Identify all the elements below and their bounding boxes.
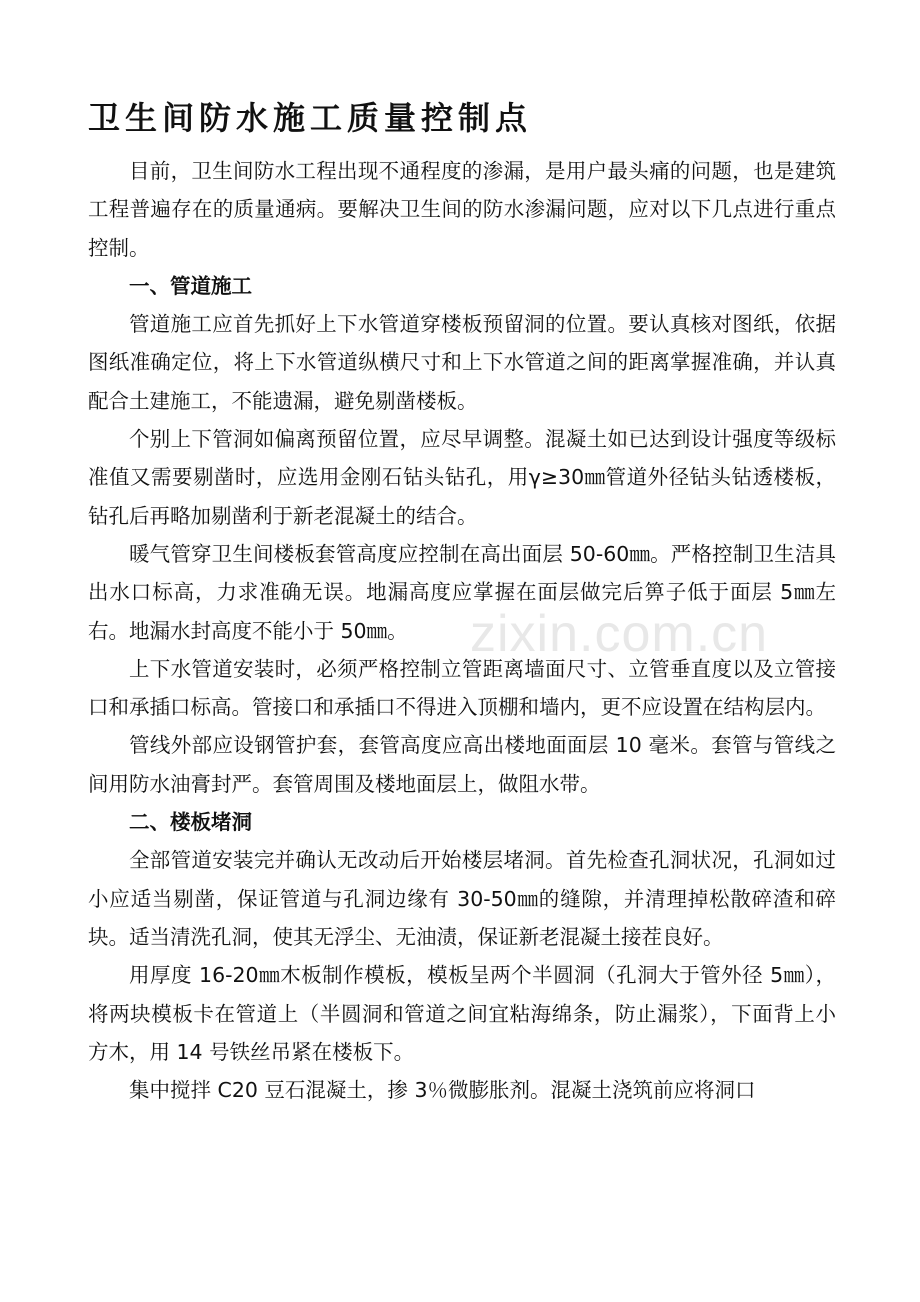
document-title: 卫生间防水施工质量控制点 <box>88 99 533 137</box>
body-paragraph: 个别上下管洞如偏离预留位置，应尽早调整。混凝土如已达到设计强度等级标准值又需要剔凿时，应选用金刚石钻头钻孔，用γ≥30㎜管道外径钻头钻透楼板，钻孔后再略加剔凿利于新老混凝土的结合。 <box>88 427 836 528</box>
body-paragraph: 上下水管道安装时，必须严格控制立管距离墙面尺寸、立管垂直度以及立管接口和承插口标高。管接口和承插口不得进入顶棚和墙内，更不应设置在结构层内。 <box>88 656 836 720</box>
body-paragraph: 管道施工应首先抓好上下水管道穿楼板预留洞的位置。要认真核对图纸，依据图纸准确定位，将上下水管道纵横尺寸和上下水管道之间的距离掌握准确，并认真配合土建施工，不能遗漏，避免剔凿楼板。 <box>88 312 836 413</box>
section-heading-hole-sealing: 二、楼板堵洞 <box>129 810 252 835</box>
section-heading-pipes: 一、管道施工 <box>129 273 252 298</box>
body-paragraph: 用厚度 16-20㎜木板制作模板，模板呈两个半圆洞（孔洞大于管外径 5㎜），将两块模板卡在管道上（半圆洞和管道之间宜粘海绵条，防止漏浆），下面背上小方木，用 14 号铁丝吊紧在楼板下。 <box>88 963 836 1064</box>
document-body <box>88 152 836 1109</box>
body-paragraph: 集中搅拌 C20 豆石混凝土，掺 3％微膨胀剂。混凝土浇筑前应将洞口 <box>129 1078 756 1103</box>
watermark: zixin.com.cn <box>470 605 769 663</box>
intro-paragraph: 目前，卫生间防水工程出现不通程度的渗漏，是用户最头痛的问题，也是建筑工程普遍存在的质量通病。要解决卫生间的防水渗漏问题，应对以下几点进行重点控制。 <box>88 159 836 260</box>
body-paragraph: 全部管道安装完并确认无改动后开始楼层堵洞。首先检查孔洞状况，孔洞如过小应适当剔凿，保证管道与孔洞边缘有 30-50㎜的缝隙，并清理掉松散碎渣和碎块。适当清洗孔洞，使其无浮尘、无油渍，保证新老混凝土接茬良好。 <box>88 848 836 949</box>
body-paragraph: 暖气管穿卫生间楼板套管高度应控制在高出面层 50-60㎜。严格控制卫生洁具出水口标高，力求准确无误。地漏高度应掌握在面层做完后箅子低于面层 5㎜左右。地漏水封高度不能小于 50㎜。 <box>88 541 836 643</box>
body-paragraph: 管线外部应设钢管护套，套管高度应高出楼地面面层 10 毫米。套管与管线之间用防水油膏封严。套管周围及楼地面层上，做阻水带。 <box>88 733 836 796</box>
